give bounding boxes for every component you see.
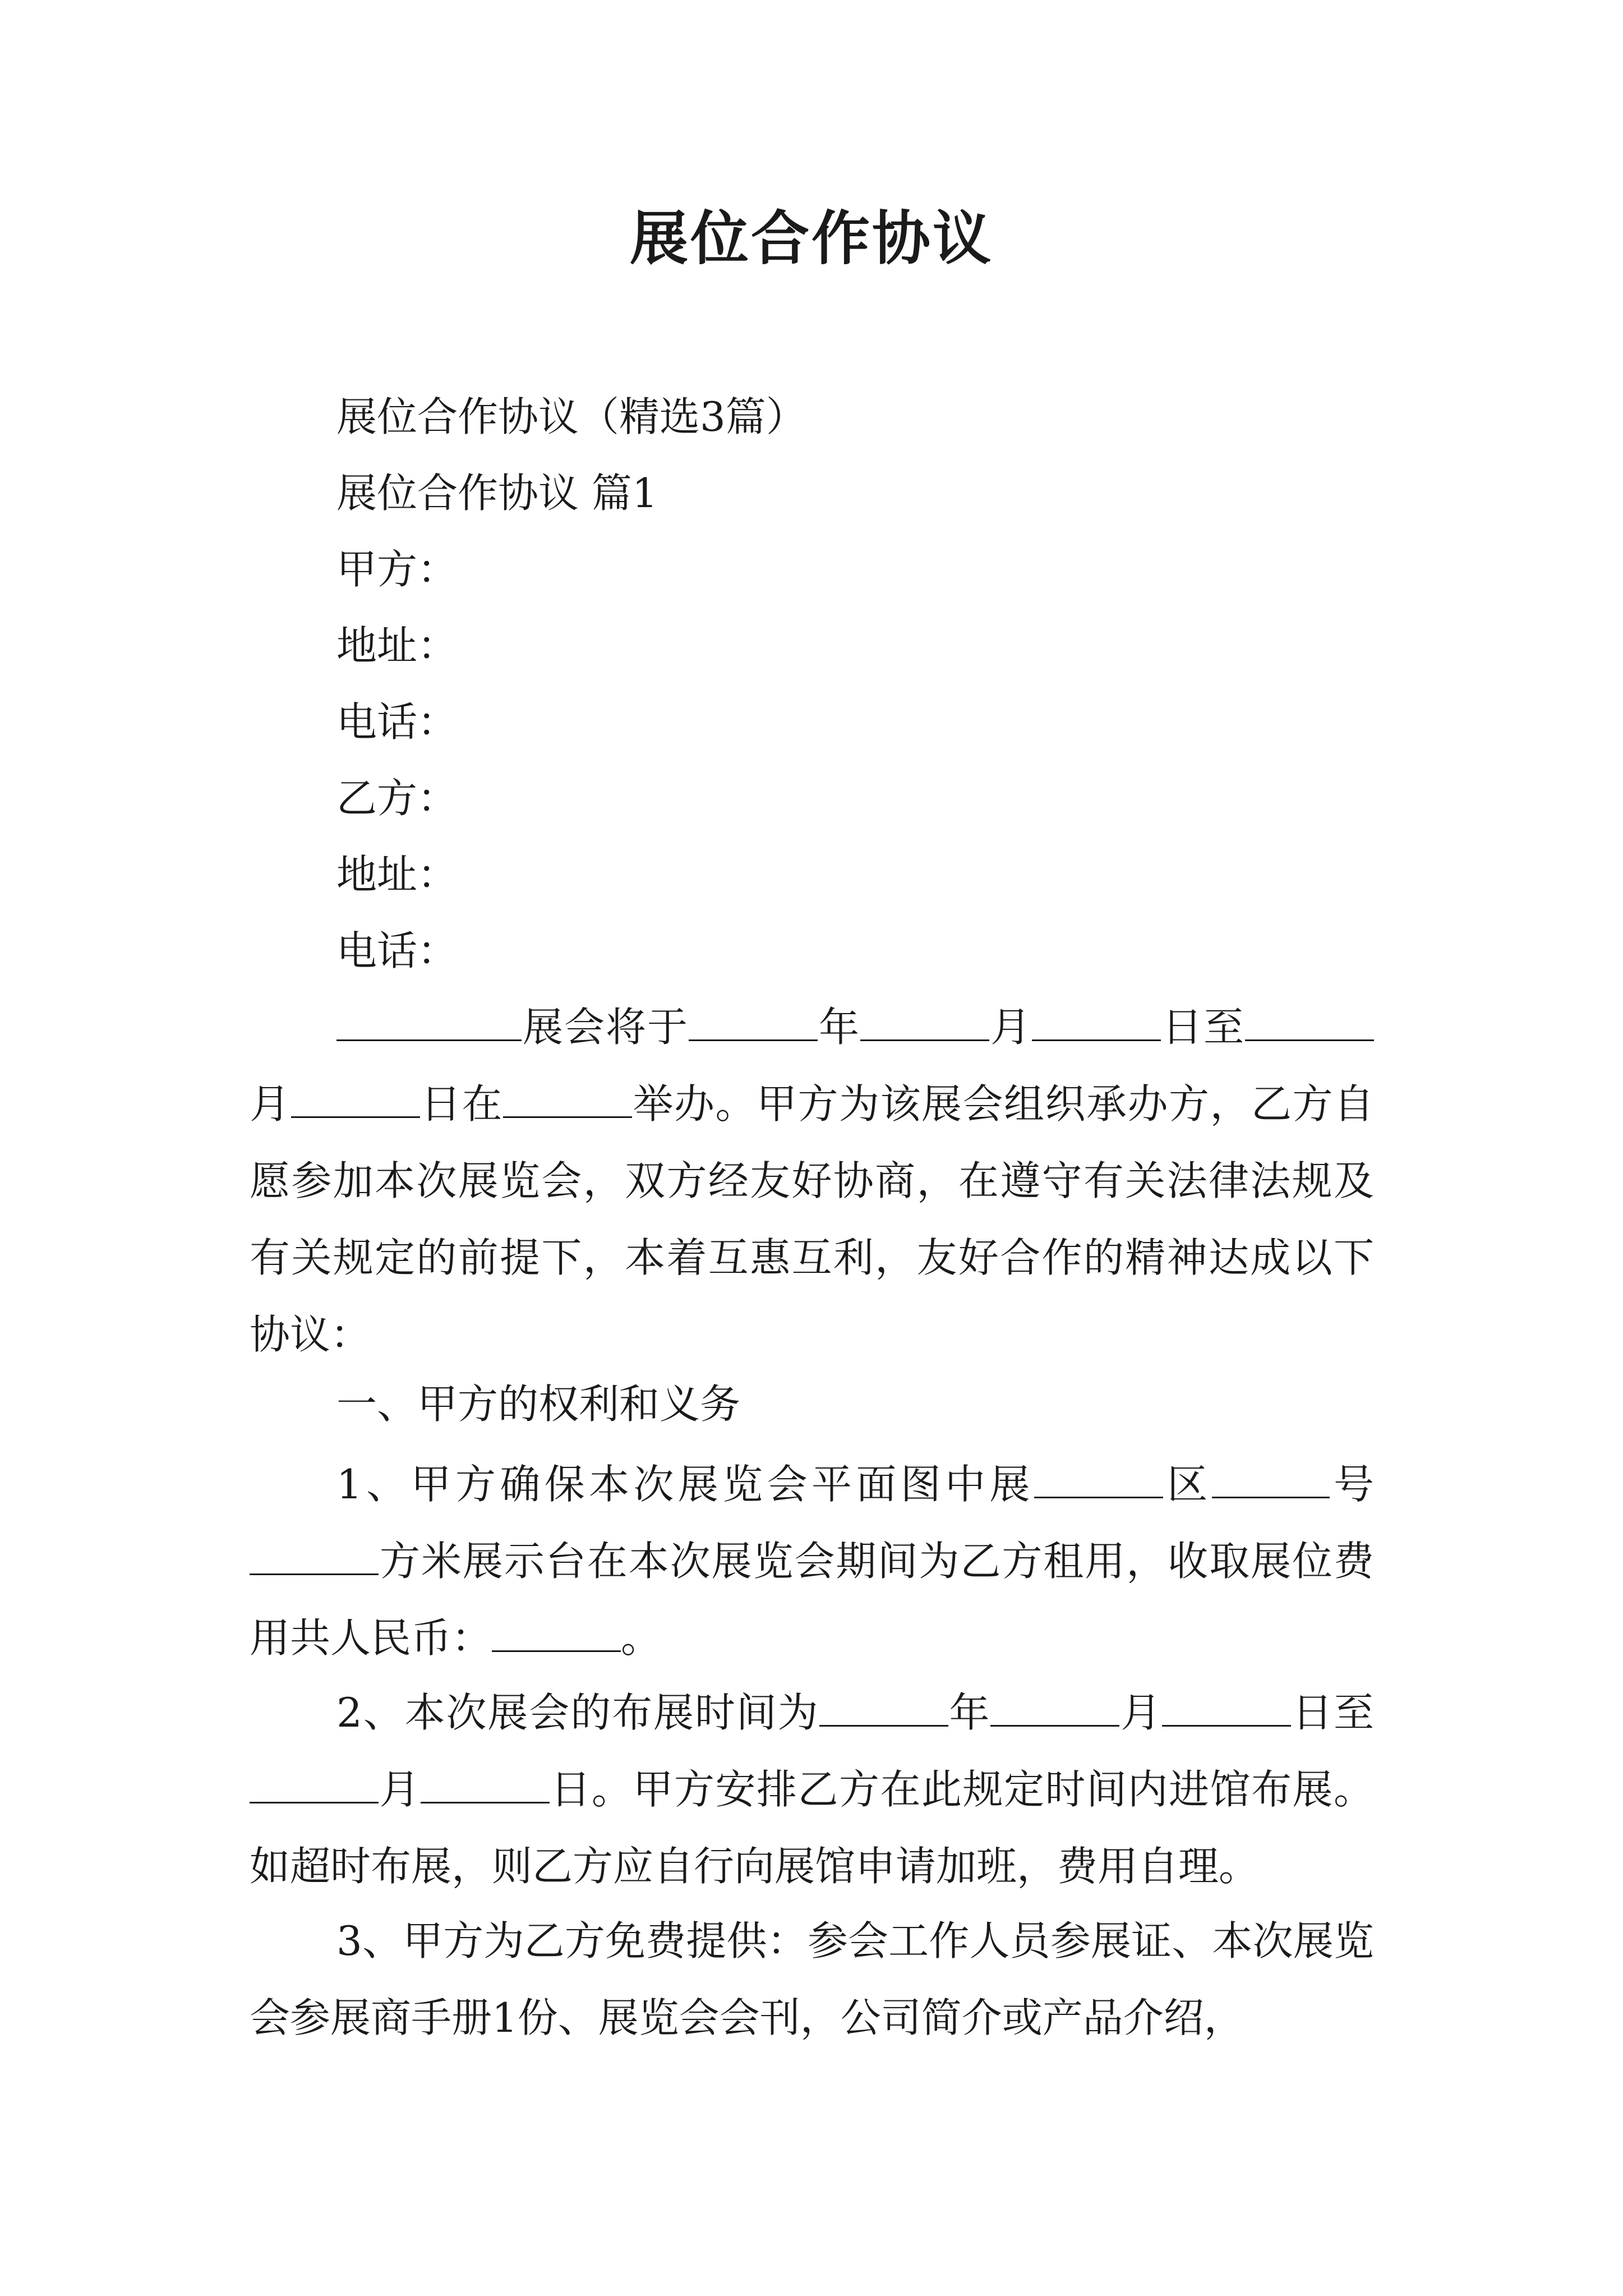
start-month-blank[interactable] <box>860 1005 989 1041</box>
clause-1: 1、甲方确保本次展览会平面图中展 区 号方米展示台在本次展览会期间为乙方租用，收取展位费用共人民币： 。 <box>250 1461 1374 1662</box>
area-blank[interactable] <box>250 1539 379 1575</box>
heading-party-a-rights: 一、甲方的权利和义务 <box>336 1381 741 1428</box>
end-day-blank[interactable] <box>291 1082 420 1118</box>
document-title: 展位合作协议 <box>629 204 993 273</box>
clause-2: 2、本次展会的布展时间为 年 月 日至月 日。甲方安排乙方在此规定时间内进馆布展。如超时布展，则乙方应自行向展馆申请加班，费用自理。 <box>250 1689 1374 1890</box>
setup-year-blank[interactable] <box>819 1690 948 1727</box>
party-b-address-label: 地址： <box>336 851 458 898</box>
setup-month-blank[interactable] <box>990 1690 1119 1727</box>
document-subtitle: 展位合作协议（精选3篇） <box>336 393 806 440</box>
start-year-blank[interactable] <box>689 1005 818 1041</box>
venue-blank[interactable] <box>503 1082 632 1118</box>
start-day-blank[interactable] <box>1032 1005 1161 1041</box>
setup-end-day-blank[interactable] <box>421 1767 550 1803</box>
end-month-blank[interactable] <box>1245 1005 1374 1041</box>
party-b-label: 乙方： <box>336 775 458 822</box>
intro-paragraph: 展会将于 年 月 日至月 日在 举办。甲方为该展会组织承办方，乙方自愿参加本次展览会，双方经友好协商，在遵守有关法律法规及有关规定的前提下，本着互惠互利，友好合作的精神达成以下协议： <box>250 1004 1374 1358</box>
party-a-label: 甲方： <box>336 546 458 593</box>
section-heading: 展位合作协议 篇1 <box>336 470 658 517</box>
exhibition-name-blank[interactable] <box>336 1005 522 1041</box>
clause-3: 3、甲方为乙方免费提供：参会工作人员参展证、本次展览会参展商手册1份、展览会会刊，公司简介或产品介绍， <box>250 1917 1374 2041</box>
zone-blank[interactable] <box>1034 1462 1163 1498</box>
setup-day-blank[interactable] <box>1162 1690 1291 1727</box>
party-a-address-label: 地址： <box>336 622 458 669</box>
party-b-phone-label: 电话： <box>336 927 458 974</box>
fee-blank[interactable] <box>492 1616 621 1652</box>
setup-end-month-blank[interactable] <box>250 1767 379 1803</box>
booth-number-blank[interactable] <box>1212 1462 1330 1498</box>
party-a-phone-label: 电话： <box>336 698 458 746</box>
